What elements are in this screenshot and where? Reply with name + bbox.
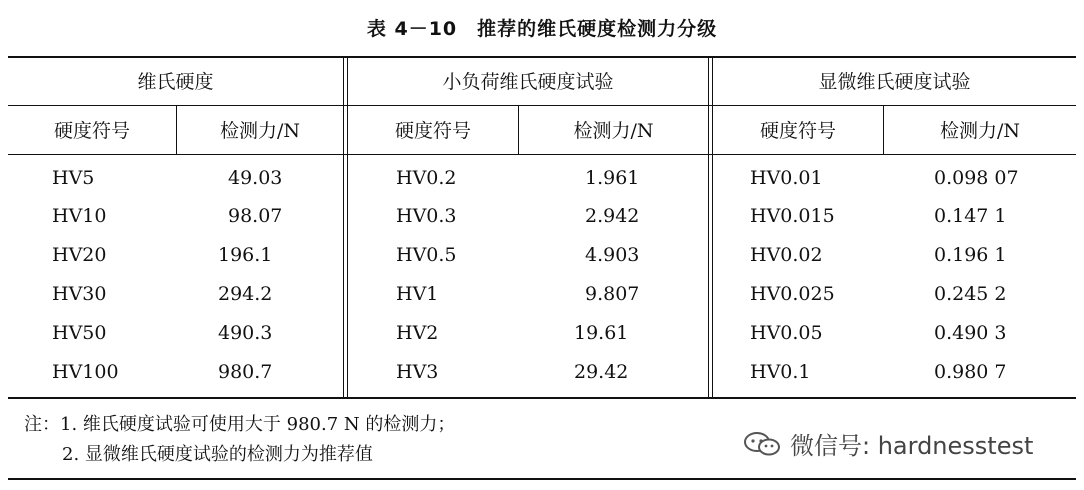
table-cell: HV0.025 [750, 283, 835, 305]
page-bottom-rule [8, 478, 1076, 480]
table-cell: HV50 [52, 322, 107, 344]
column-header-rule [8, 154, 1076, 155]
table-cell: 98.07 [228, 205, 283, 227]
table-cell: 1.961 [585, 167, 640, 189]
col-header-symbol-2: 硬度符号 [394, 120, 471, 142]
table-cell: HV5 [52, 167, 95, 189]
table-cell: 0.196 1 [934, 244, 1007, 266]
table-cell: 9.807 [585, 283, 640, 305]
table-cell: 49.03 [228, 167, 283, 189]
table-cell: HV0.2 [396, 167, 457, 189]
table-cell: HV0.3 [396, 205, 457, 227]
table-cell: HV0.1 [750, 361, 811, 383]
group-divider-1b [347, 57, 348, 398]
table-cell: 19.61 [574, 322, 629, 344]
table-bottom-rule [8, 397, 1076, 399]
col-header-force-3: 检测力/N [939, 120, 1021, 142]
table-cell: HV30 [52, 283, 107, 305]
col-header-force-2: 检测力/N [573, 120, 654, 142]
table-cell: 0.490 3 [934, 322, 1007, 344]
note-line-2: 2. 显微维氏硬度试验的检测力为推荐值 [62, 444, 373, 465]
table-cell: HV0.05 [750, 322, 823, 344]
table-cell: HV100 [52, 361, 119, 383]
watermark [742, 426, 1033, 461]
table-cell: HV0.5 [396, 244, 457, 266]
table-cell: 0.980 7 [934, 361, 1007, 383]
group-divider-2a [708, 57, 709, 398]
table-cell: 0.245 2 [934, 283, 1007, 305]
table-cell: HV2 [396, 322, 439, 344]
note-line-1: 注：1. 维氏硬度试验可使用大于 980.7 N 的检测力； [24, 414, 456, 435]
table-cell: HV0.01 [750, 167, 823, 189]
table-cell: 29.42 [574, 361, 629, 383]
group-divider-2b [712, 57, 713, 398]
group-header-micro: 显微维氏硬度试验 [818, 71, 971, 93]
group-divider-1a [343, 57, 344, 398]
table-cell: HV0.015 [750, 205, 835, 227]
table-cell: 490.3 [218, 322, 273, 344]
group-header-rule [8, 105, 1076, 106]
col-header-symbol-1: 硬度符号 [53, 120, 130, 142]
table-cell: HV10 [52, 205, 107, 227]
group-header-low-load: 小负荷维氏硬度试验 [442, 71, 614, 93]
table-title: 表 4－10 推荐的维氏硬度检测力分级 [366, 18, 718, 40]
table-top-rule [8, 56, 1076, 58]
col-header-symbol-3: 硬度符号 [759, 120, 836, 142]
table-cell: 2.942 [585, 205, 640, 227]
table-cell: 980.7 [218, 361, 273, 383]
table-notes [24, 410, 455, 470]
watermark-text: 微信号: hardnesstest [790, 432, 1034, 460]
col-header-force-1: 检测力/N [219, 120, 301, 142]
wechat-icon [742, 430, 784, 458]
table-cell: HV1 [396, 283, 439, 305]
group-header-vickers: 维氏硬度 [137, 71, 214, 93]
table-cell: 0.147 1 [934, 205, 1007, 227]
table-cell: 294.2 [218, 283, 273, 305]
table-cell: 4.903 [585, 244, 640, 266]
table-cell: 196.1 [218, 244, 273, 266]
table-cell: 0.098 07 [934, 167, 1019, 189]
table-cell: HV0.02 [750, 244, 823, 266]
table-cell: HV20 [52, 244, 107, 266]
table-cell: HV3 [396, 361, 439, 383]
